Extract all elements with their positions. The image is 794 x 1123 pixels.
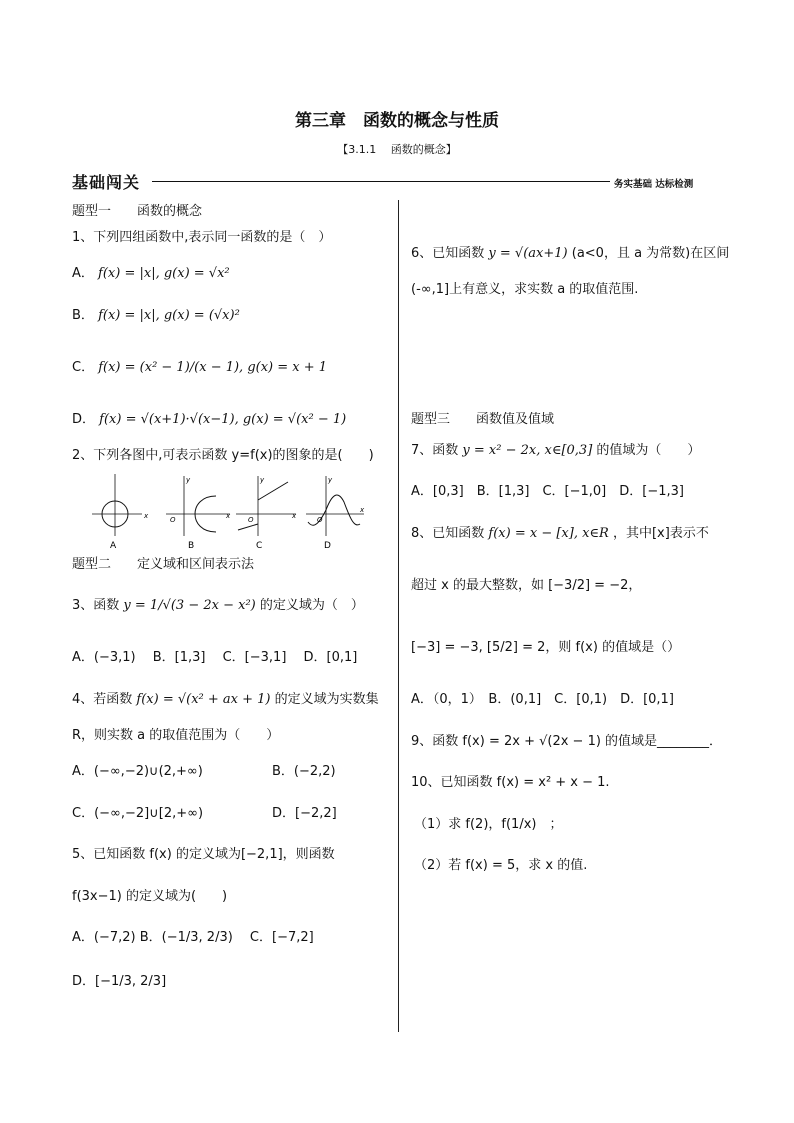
question-4 — [72, 691, 379, 709]
q8-pre: 8、已知函数 — [411, 526, 485, 541]
section-subtitle: 【3.1.1 函数的概念】 — [337, 143, 457, 156]
q6-post: (a<0，且 a 为常数)在区间 — [571, 246, 730, 261]
banner-tagline: 务实基础 达标检测 — [614, 179, 694, 190]
q8-post: ，其中[x]表示不 — [612, 526, 709, 541]
question-8 — [411, 525, 709, 543]
q1-option-b-formula: f(x) = |x|, g(x) = (√x)² — [98, 308, 240, 323]
q1-option-d-formula: f(x) = √(x+1)·√(x−1), g(x) = √(x² − 1) — [99, 412, 347, 427]
q3-pre: 3、函数 — [72, 598, 120, 613]
q1-option-a — [72, 265, 230, 283]
q4-option-c: C．(−∞,−2]∪[2,+∞) — [72, 806, 204, 821]
q8-formula: f(x) = x − [x], x∈R — [488, 526, 609, 541]
q3-options: A．(−3,1) B．[1,3] C．[−3,1] D．[0,1] — [72, 650, 358, 665]
graph-c-label: C — [256, 541, 263, 551]
q8-line2: 超过 x 的最大整数，如 [−3/2] = −2， — [411, 578, 642, 593]
q3-formula: y = 1/√(3 − 2x − x²) — [123, 598, 256, 613]
q5-line2: f(3x−1) 的定义域为( ) — [72, 889, 228, 904]
graph-c-o: O — [248, 516, 254, 524]
q10-part1: （1）求 f(2)，f(1/x) ； — [414, 817, 563, 832]
type2-heading: 题型二 定义域和区间表示法 — [72, 557, 255, 572]
q4-option-a: A．(−∞,−2)∪(2,+∞) — [72, 764, 203, 779]
q6-pre: 6、已知函数 — [411, 246, 485, 261]
column-divider — [398, 200, 399, 1032]
q1-option-a-label: A． — [72, 266, 94, 281]
q4-line2: R，则实数 a 的取值范围为（ ） — [72, 728, 280, 743]
q4-pre: 4、若函数 — [72, 692, 133, 707]
question-1: 1、下列四组函数中,表示同一函数的是（ ） — [72, 230, 332, 245]
q7-options: A．[0,3] B．[1,3] C．[−1,0] D．[−1,3] — [411, 484, 684, 499]
q4-formula: f(x) = √(x² + ax + 1) — [136, 692, 271, 707]
q8-line3: [−3] = −3, [5/2] = 2，则 f(x) 的值域是（） — [411, 640, 681, 655]
graph-a — [92, 474, 149, 551]
graph-a-x: x — [144, 512, 149, 520]
q5-options-abc: A．(−7,2) B．(−1/3, 2/3) C．[−7,2] — [72, 930, 314, 945]
q7-post: 的值域为（ ） — [596, 443, 701, 458]
graph-b-o: O — [170, 516, 176, 524]
question-9: 9、函数 f(x) = 2x + √(2x − 1) 的值域是________． — [411, 734, 723, 749]
type3-heading: 题型三 函数值及值域 — [411, 412, 555, 427]
graph-d-x: x — [360, 506, 365, 514]
q7-pre: 7、函数 — [411, 443, 459, 458]
graph-d-o: O — [317, 516, 323, 524]
question-6 — [411, 245, 729, 263]
question-7 — [411, 442, 700, 460]
graph-d — [306, 476, 365, 551]
question-10: 10、已知函数 f(x) = x² + x − 1. — [411, 775, 610, 790]
q1-option-d-label: D． — [72, 412, 96, 427]
graph-a-label: A — [110, 541, 117, 551]
q3-post: 的定义域为（ ） — [259, 598, 364, 613]
q6-formula: y = √(ax+1) — [488, 246, 568, 261]
q4-option-b: B．(−2,2) — [272, 764, 336, 779]
question-2: 2、下列各图中,可表示函数 y=f(x)的图象的是( ) — [72, 448, 374, 463]
graph-d-y: y — [328, 476, 333, 484]
q4-option-d: D．[−2,2] — [272, 806, 337, 821]
q1-option-b — [72, 307, 240, 325]
page-title: 第三章 函数的概念与性质 — [295, 111, 499, 131]
graph-b-y: y — [186, 476, 191, 484]
q1-option-c-formula: f(x) = (x² − 1)/(x − 1), g(x) = x + 1 — [98, 360, 328, 375]
graph-d-label: D — [324, 541, 331, 551]
q5-option-d: D．[−1/3, 2/3] — [72, 974, 167, 989]
graph-c-x: x — [292, 512, 297, 520]
graph-c-y: y — [260, 476, 265, 484]
question-3 — [72, 597, 364, 615]
type1-heading: 题型一 函数的概念 — [72, 204, 203, 219]
graph-b-label: B — [188, 541, 195, 551]
q1-option-a-formula: f(x) = |x|, g(x) = √x² — [98, 266, 230, 281]
q1-option-c — [72, 359, 327, 377]
q1-option-c-label: C． — [72, 360, 95, 375]
q4-post: 的定义域为实数集 — [274, 692, 379, 707]
banner-label: 基础闯关 — [72, 173, 141, 192]
q1-option-b-label: B． — [72, 308, 94, 323]
q6-line2: (-∞,1]上有意义，求实数 a 的取值范围. — [411, 282, 639, 297]
q10-part2: （2）若 f(x) = 5，求 x 的值. — [414, 858, 588, 873]
graph-c — [236, 476, 297, 551]
q1-option-d — [72, 411, 346, 429]
q2-graphs — [88, 472, 368, 552]
banner-rule — [152, 181, 610, 182]
question-5: 5、已知函数 f(x) 的定义域为[−2,1]，则函数 — [72, 847, 335, 862]
graph-b — [166, 476, 231, 551]
graph-b-x: x — [226, 512, 231, 520]
q8-options: A．（0，1） B．(0,1] C．[0,1) D．[0,1] — [411, 692, 674, 707]
q7-formula: y = x² − 2x, x∈[0,3] — [462, 443, 593, 458]
